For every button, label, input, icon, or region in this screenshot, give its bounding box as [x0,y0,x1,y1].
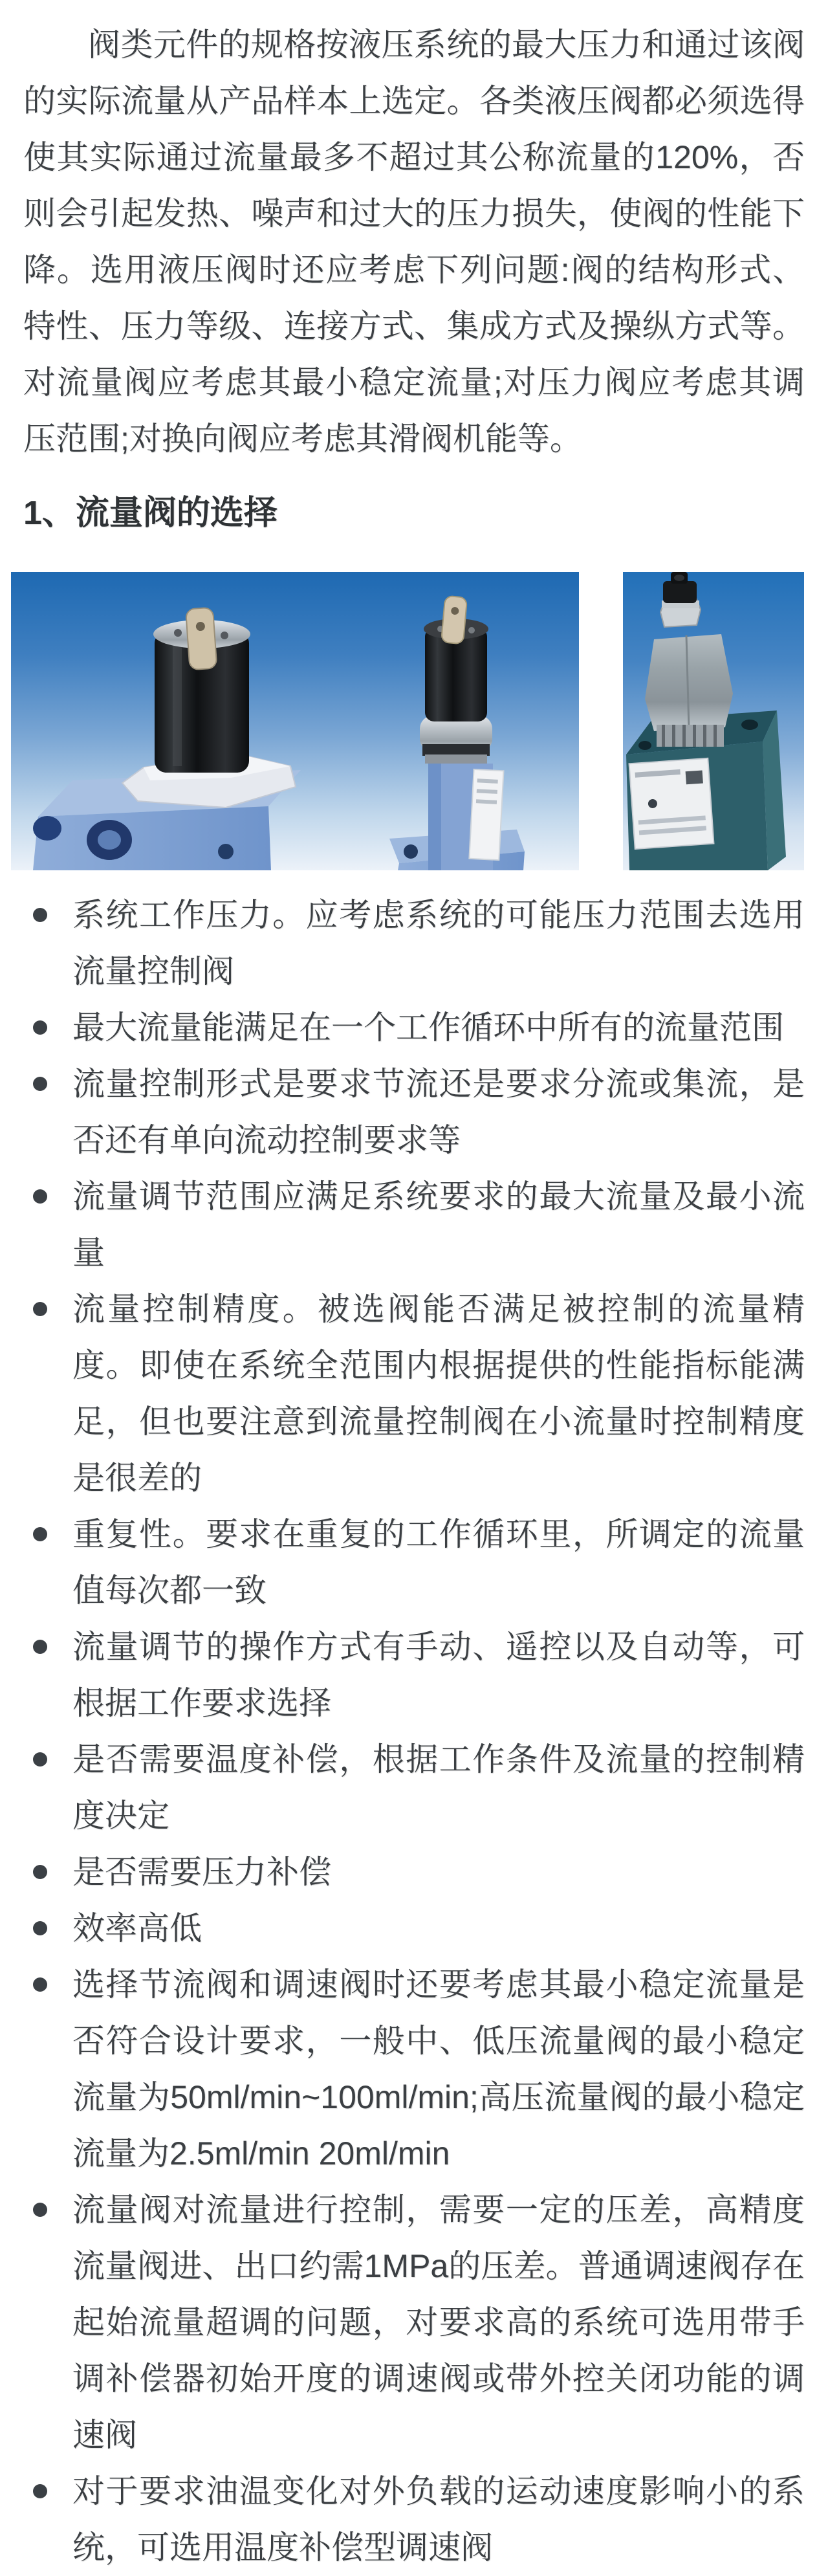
bullet-dot-icon [33,1189,47,1204]
list-item [23,887,805,1000]
list-item-text: 流量调节范围应满足系统要求的最大流量及最小流量 [72,1178,805,1271]
bullet-dot-icon [33,1752,47,1767]
list-item-text: 最大流量能满足在一个工作循环中所有的流量范围 [72,1009,784,1046]
list-item-text: 是否需要温度补偿，根据工作条件及流量的控制精度决定 [72,1741,805,1834]
criteria-section [0,887,828,2576]
list-item-text: 流量阀对流量进行控制，需要一定的压差，高精度流量阀进、出口约需1MPa的压差。普通调速阀存在起始流量超调的问题，对要求高的系统可选用带手调补偿器初始开度的调速阀或带外控关闭功能的调速阀 [72,2192,805,2453]
list-item [23,1900,805,1957]
bullet-dot-icon [33,1077,47,1091]
list-item [23,1957,805,2182]
list-item [23,1732,805,1844]
bullet-dot-icon [33,1527,47,1541]
valve-photos-figure [0,572,828,870]
list-item [23,1169,805,1281]
list-item [23,1000,805,1056]
bullet-dot-icon [33,908,47,922]
bullet-dot-icon [33,1977,47,1992]
list-item [23,1844,805,1900]
bullet-dot-icon [33,1302,47,1316]
list-item [23,1506,805,1619]
list-item [23,2182,805,2463]
bullet-dot-icon [33,2484,47,2498]
list-item [23,1056,805,1169]
bullet-dot-icon [33,1640,47,1654]
list-item-text: 选择节流阀和调速阀时还要考虑其最小稳定流量是否符合设计要求，一般中、低压流量阀的最小稳定流量为50ml/min~100ml/min;高压流量阀的最小稳定流量为2.5ml/min 20ml/min [72,1966,805,2172]
article-body [0,17,828,533]
list-item-text: 系统工作压力。应考虑系统的可能压力范围去选用流量控制阀 [72,897,805,989]
flow-control-valve-photo [623,572,804,870]
bullet-dot-icon [33,1921,47,1935]
section-heading: 1、流量阀的选择 [23,494,278,532]
list-item-text: 效率高低 [72,1910,202,1946]
two-flow-control-valves-photo [11,572,579,870]
bullet-dot-icon [33,1865,47,1879]
list-item-text: 流量控制精度。被选阀能否满足被控制的流量精度。即使在系统全范围内根据提供的性能指标能满足，但也要注意到流量控制阀在小流量时控制精度是很差的 [72,1291,805,1496]
list-item [23,1281,805,1506]
list-item-text: 重复性。要求在重复的工作循环里，所调定的流量值每次都一致 [72,1516,805,1609]
bullet-dot-icon [33,2203,47,2217]
selection-criteria-list [23,887,805,2576]
list-item [23,1619,805,1732]
list-item-text: 流量调节的操作方式有手动、遥控以及自动等，可根据工作要求选择 [72,1629,805,1721]
list-item-text: 流量控制形式是要求节流还是要求分流或集流，是否还有单向流动控制要求等 [72,1066,805,1158]
list-item-text: 是否需要压力补偿 [72,1854,331,1890]
list-item [23,2463,805,2576]
intro-paragraph: 阀类元件的规格按液压系统的最大压力和通过该阀的实际流量从产品样本上选定。各类液压阀都必须选得使其实际通过流量最多不超过其公称流量的120%，否则会引起发热、噪声和过大的压力损失，使阀的性能下降。选用液压阀时还应考虑下列问题:阀的结构形式、特性、压力等级、连接方式、集成方式及操纵方式等。对流量阀应考虑其最小稳定流量;对压力阀应考虑其调压范围;对换向阀应考虑其滑阀机能等。 [23,27,805,457]
bullet-dot-icon [33,1020,47,1035]
list-item-text: 对于要求油温变化对外负载的运动速度影响小的系统，可选用温度补偿型调速阀 [72,2473,805,2566]
